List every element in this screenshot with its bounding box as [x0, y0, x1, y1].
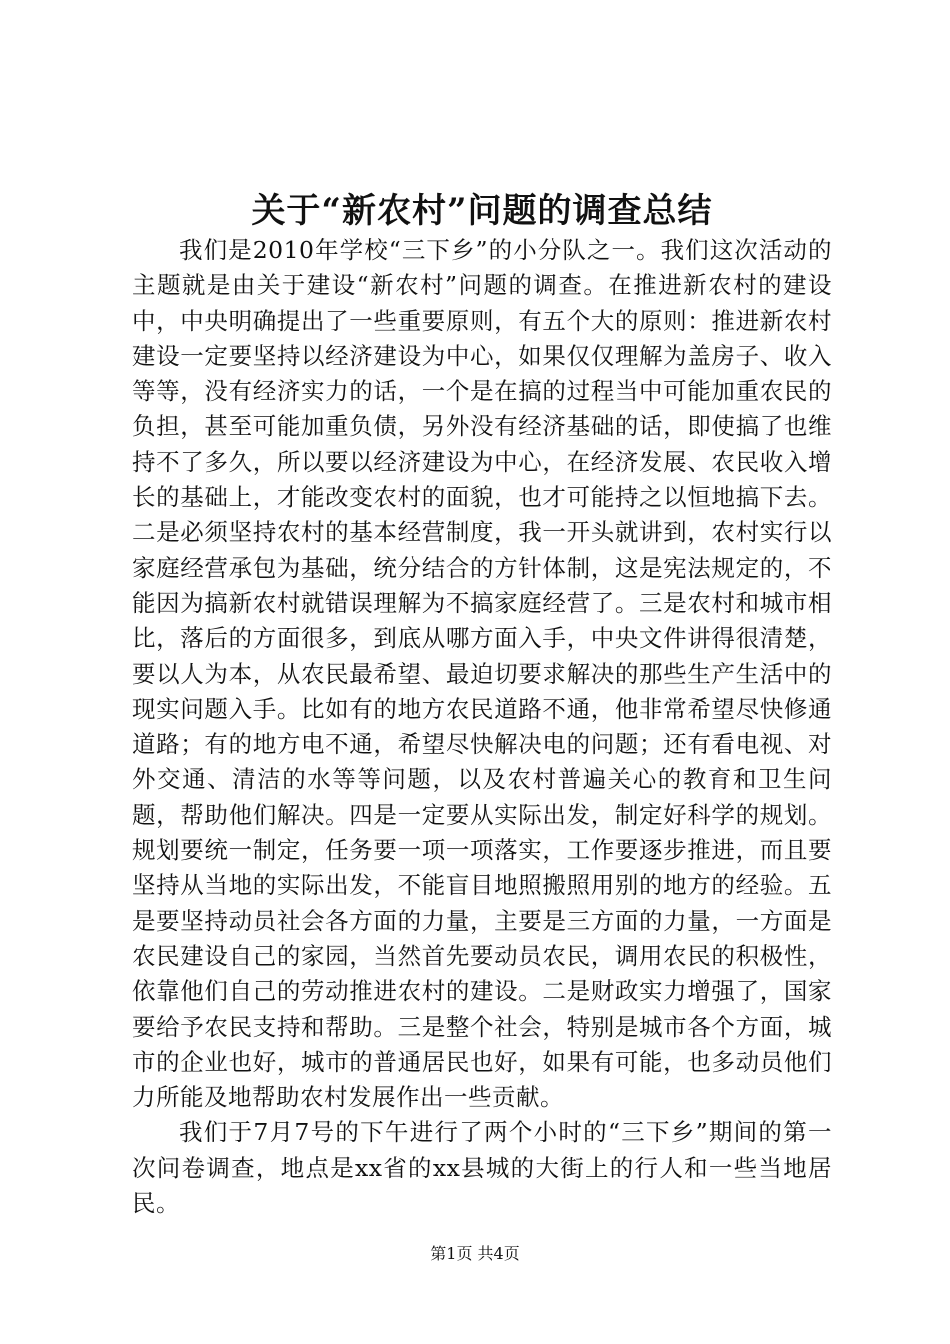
page-footer: 第1页 共4页	[430, 1244, 520, 1263]
document-title: 关于“新农村”问题的调查总结	[251, 191, 713, 231]
paragraph-1: 我们是2010年学校“三下乡”的小分队之一。我们这次活动的主题就是由关于建设“新农村”问题的调查。在推进新农村的建设中，中央明确提出了一些重要原则，有五个大的原则：推进新农村建设一定要坚持以经济建设为中心，如果仅仅理解为盖房子、收入等等，没有经济实力的话，一个是在搞的过程当中可能加重农民的负担，甚至可能加重负债，另外没有经济基础的话，即使搞了也维持不了多久，所以要以经济建设为中心，在经济发展、农民收入增长的基础上，才能改变农村的面貌，也才可能持之以恒地搞下去。二是必须坚持农村的基本经营制度，我一开头就讲到，农村实行以家庭经营承包为基础，统分结合的方针体制，这是宪法规定的，不能因为搞新农村就错误理解为不搞家庭经营了。三是农村和城市相比，落后的方面很多，到底从哪方面入手，中央文件讲得很清楚，要以人为本，从农民最希望、最迫切要求解决的那些生产生活中的现实问题入手。比如有的地方农民道路不通，他非常希望尽快修通道路；有的地方电不通，希望尽快解决电的问题；还有看电视、对外交通、清洁的水等等问题，以及农村普遍关心的教育和卫生问题，帮助他们解决。四是一定要从实际出发，制定好科学的规划。规划要统一制定，任务要一项一项落实，工作要逐步推进，而且要坚持从当地的实际出发，不能盲目地照搬照用别的地方的经验。五是要坚持动员社会各方面的力量，主要是三方面的力量，一方面是农民建设自己的家园，当然首先要动员农民，调用农民的积极性，依靠他们自己的劳动推进农村的建设。二是财政实力增强了，国家要给予农民支持和帮助。三是整个社会，特别是城市各个方面，城市的企业也好，城市的普通居民也好，如果有可能，也多动员他们力所能及地帮助农村发展作出一些贡献。	[132, 236, 832, 1112]
paragraph-2: 我们于7月7号的下午进行了两个小时的“三下乡”期间的第一次问卷调查，地点是xx省的xx县城的大街上的行人和一些当地居民。	[132, 1118, 832, 1218]
document-body	[132, 233, 832, 1221]
